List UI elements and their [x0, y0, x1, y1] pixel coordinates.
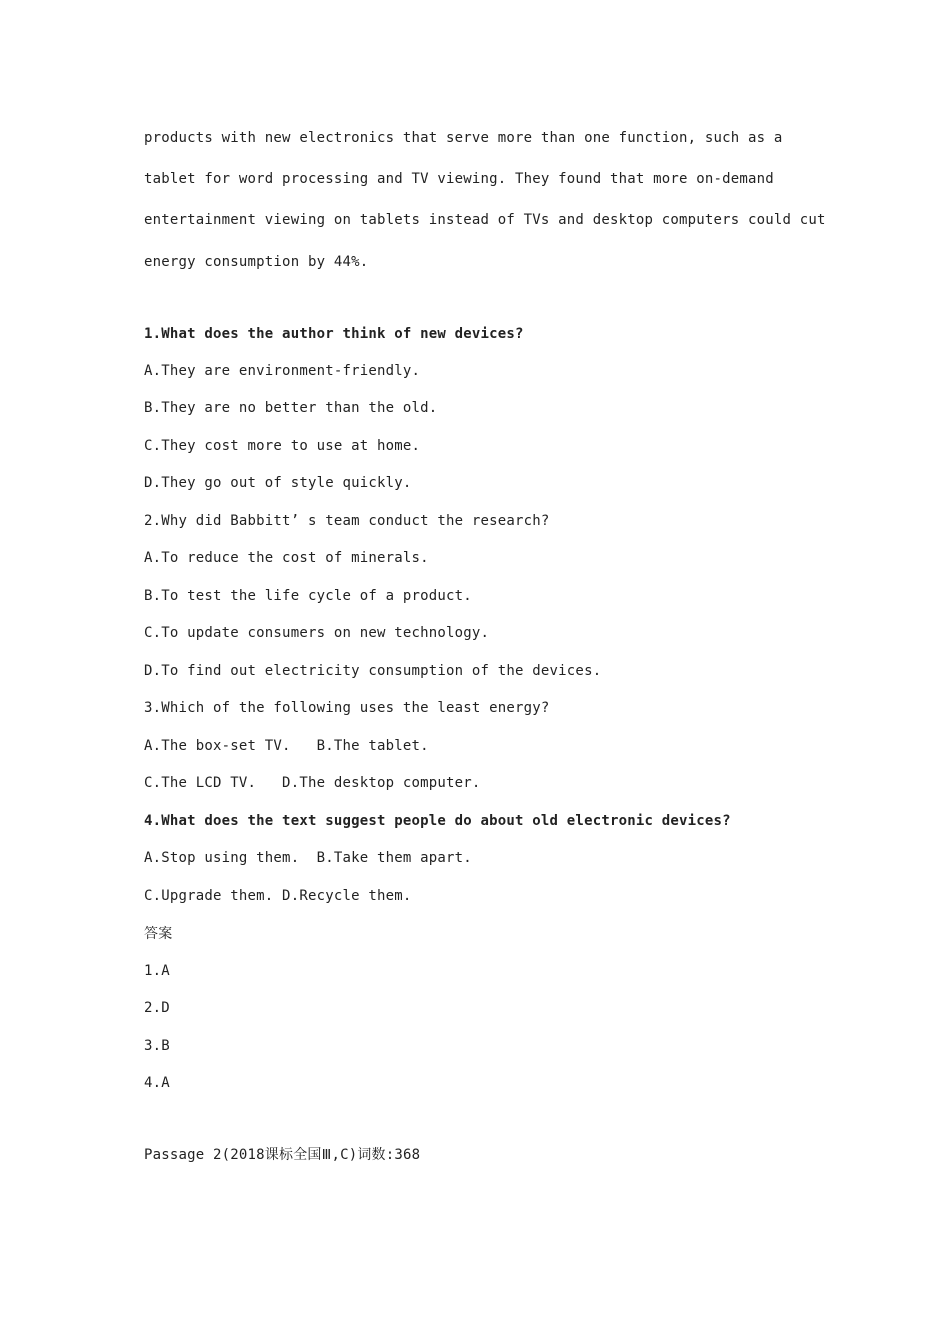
option-line: B.They are no better than the old. — [144, 400, 438, 416]
option-line: A.To reduce the cost of minerals. — [144, 550, 429, 566]
passage-line: entertainment viewing on tablets instead of TVs and desktop computers could cut — [144, 212, 826, 228]
question-stem: 4.What does the text suggest people do about old electronic devices? — [144, 813, 731, 829]
option-line: A.They are environment-friendly. — [144, 363, 421, 379]
answer-line: 1.A — [144, 963, 170, 979]
answer-line: 4.A — [144, 1075, 170, 1091]
option-line: C.Upgrade them. D.Recycle them. — [144, 888, 412, 904]
question-stem: 1.What does the author think of new devices? — [144, 326, 524, 342]
passage-line: energy consumption by 44%. — [144, 254, 369, 270]
option-line: B.To test the life cycle of a product. — [144, 588, 472, 604]
question-stem: 3.Which of the following uses the least energy? — [144, 700, 550, 716]
passage-line: tablet for word processing and TV viewing. They found that more on-demand — [144, 171, 774, 187]
answer-line: 2.D — [144, 1000, 170, 1016]
option-line: A.The box-set TV. B.The tablet. — [144, 738, 429, 754]
option-line: C.The LCD TV. D.The desktop computer. — [144, 775, 481, 791]
option-line: A.Stop using them. B.Take them apart. — [144, 850, 472, 866]
option-line: D.They go out of style quickly. — [144, 475, 412, 491]
passage-line: products with new electronics that serve more than one function, such as a — [144, 130, 783, 146]
option-line: C.To update consumers on new technology. — [144, 625, 490, 641]
answer-line: 3.B — [144, 1038, 170, 1054]
next-passage-heading: Passage 2(2018课标全国Ⅲ,C)词数:368 — [144, 1147, 421, 1163]
option-line: C.They cost more to use at home. — [144, 438, 421, 454]
question-stem: 2.Why did Babbitt’ s team conduct the research? — [144, 513, 550, 529]
answers-heading: 答案 — [144, 926, 173, 942]
option-line: D.To find out electricity consumption of the devices. — [144, 663, 602, 679]
